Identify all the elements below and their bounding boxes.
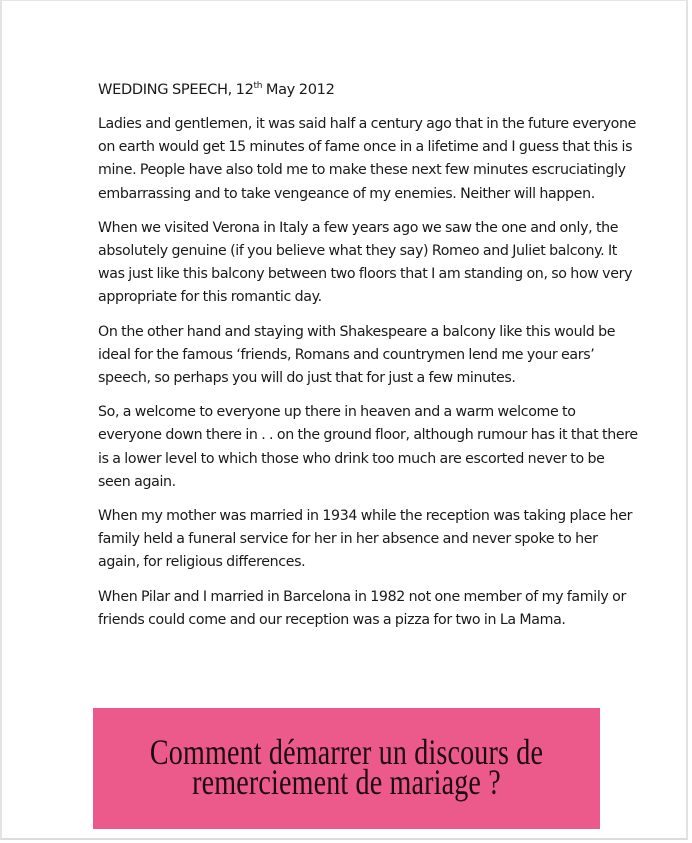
speech-document bbox=[98, 79, 638, 643]
banner-headline: Comment démarrer un discours de remerciement de mariage ? bbox=[149, 731, 544, 802]
title-prefix: WEDDING SPEECH, 12 bbox=[98, 81, 254, 98]
paragraph-intro: Ladies and gentlemen, it was said half a century ago that in the future everyone on earth would get 15 minutes of fame once in a lifetime and I guess that this is mine. People have also told me to make these next few minutes escruciatingly embarrassing and to take vengeance of my enemies. Neither will happen. bbox=[98, 116, 637, 202]
caption-banner bbox=[93, 708, 600, 829]
paragraph-verona: When we visited Verona in Italy a few years ago we saw the one and only, the absolutely genuine (if you believe what they say) Romeo and Juliet balcony. It was just like this balcony between two floors that I am standing on, so how very appropriate for this romantic day. bbox=[98, 219, 633, 306]
speech-title bbox=[98, 79, 638, 101]
title-date-superscript: th bbox=[253, 81, 263, 91]
title-suffix: May 2012 bbox=[262, 81, 335, 98]
paragraph-barcelona: When Pilar and I married in Barcelona in 1982 not one member of my family or friends could come and our reception was a pizza for two in La Mama. bbox=[98, 588, 626, 628]
paragraph-welcome: So, a welcome to everyone up there in heaven and a warm welcome to everyone down there in . . on the ground floor, although rumour has it that there is a lower level to which those who drink too much are escorted never to be seen again. bbox=[98, 404, 638, 490]
paragraph-shakespeare: On the other hand and staying with Shakespeare a balcony like this would be ideal for the famous ‘friends, Romans and countrymen lend me your ears’ speech, so perhaps you will do just that for just a few minutes. bbox=[98, 323, 616, 387]
paragraph-mother: When my mother was married in 1934 while the reception was taking place her family held a funeral service for her in her absence and never spoke to her again, for religious differences. bbox=[98, 508, 633, 571]
